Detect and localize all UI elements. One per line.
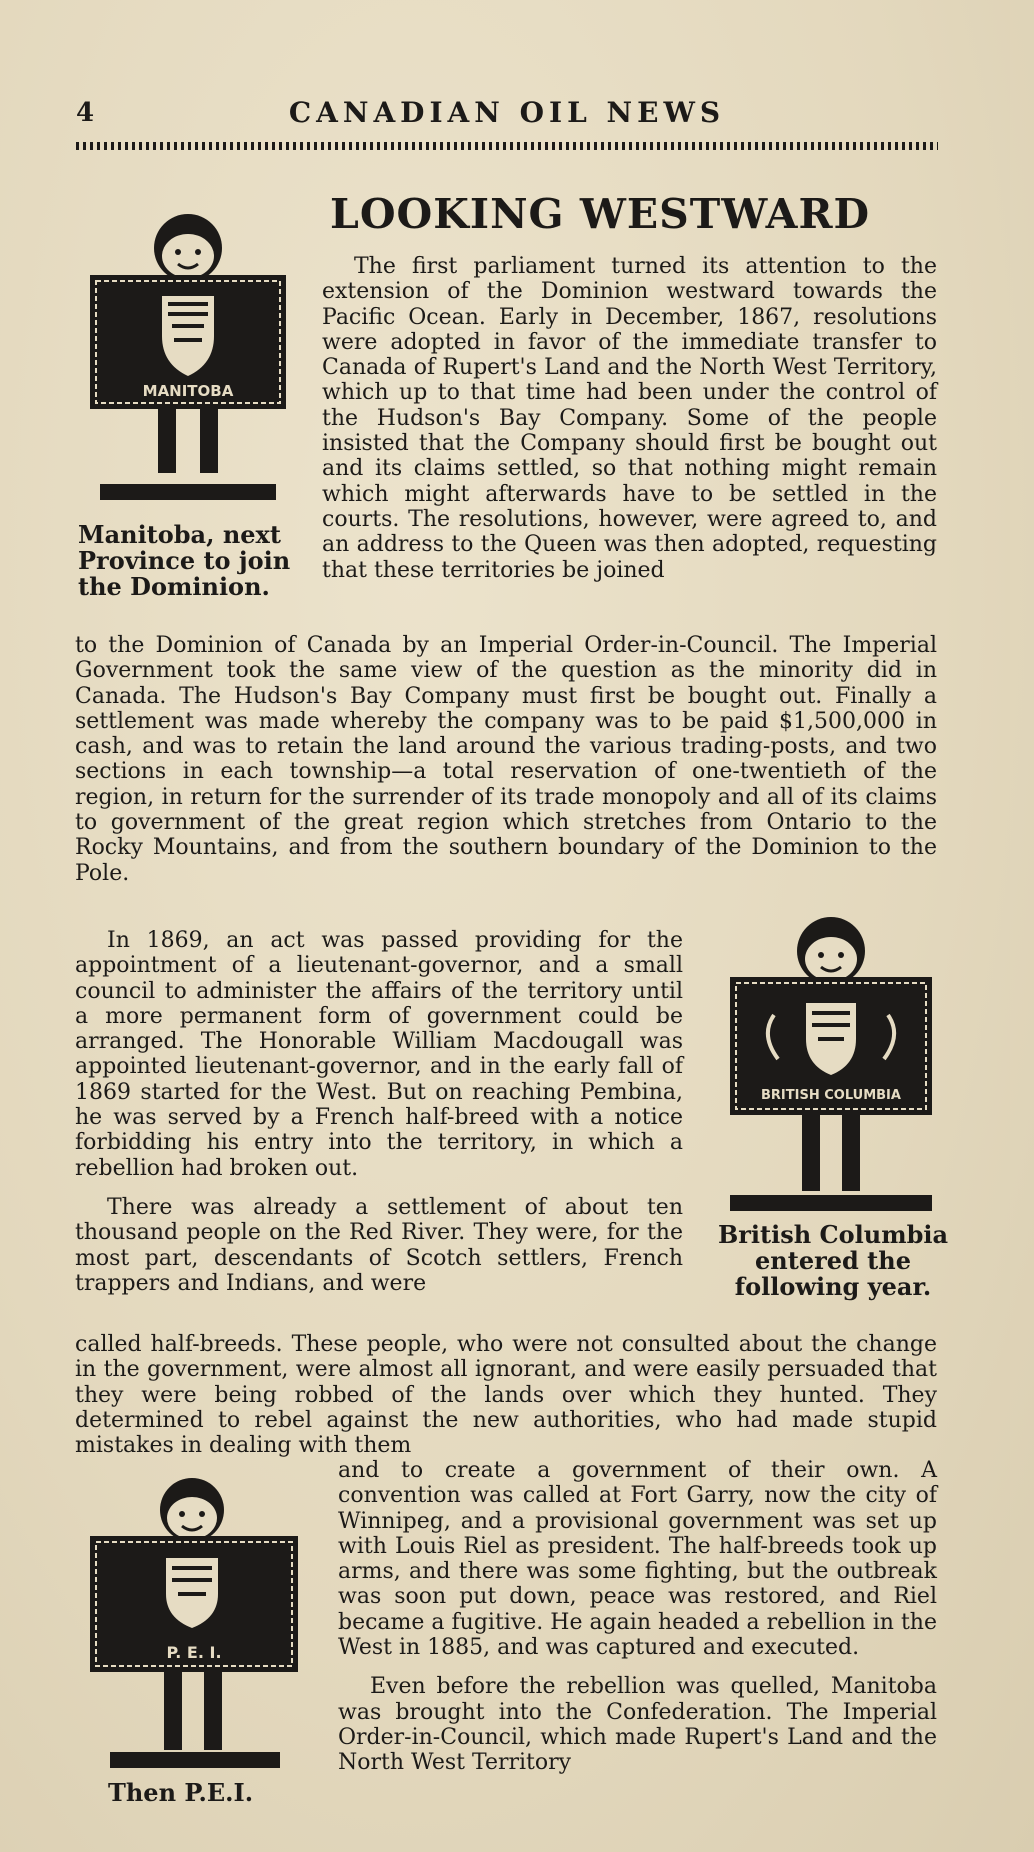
publication-title: CANADIAN OIL NEWS xyxy=(288,96,726,129)
figure-label: P. E. I. xyxy=(166,1643,222,1662)
article-text-block-3: In 1869, an act was passed providing for the appointment of a lieutenant-governor, and a small council to administer the affairs of the territory until a more permanent form of government could be arranged. The Honorable William Macdougall was appointed lieutenant-governor, and in the early fall of 1869 started for the West. But on reaching Pembina, he was served by a French half-breed with a notice forbidding his entry into the territory, in which a rebellion had broken out. There was already a settlement of about ten thousand people on the Red River. They were, for the most part, descendants of Scotch settlers, French trappers and Indians, and were xyxy=(75,928,683,1296)
pei-crest-icon xyxy=(84,1466,304,1772)
article-text-block-6: and to create a government of their own. A convention was called at Fort Garry, now the city of Winnipeg, and a provisional government was set up with Louis Riel as president. The half-breeds took up arms, and there was some fighting, but the outbreak was soon put down, peace was restored, and Riel became a fugitive. He again headed a rebellion in the West in 1885, and was captured and executed. Even before the rebellion was quelled, Manitoba was brought into the Confederation. The Imperial Order-in-Council, which made Rupert's Land and the North West Territory xyxy=(338,1458,937,1776)
figure-caption-british-columbia: British Columbia entered the following year. xyxy=(717,1220,949,1301)
manitoba-crest-icon xyxy=(78,200,300,505)
figure-caption-pei: Then P.E.I. xyxy=(108,1778,254,1807)
article-text-block-2: to the Dominion of Canada by an Imperial Order-in-Council. The Imperial Government took the same view of the question as the minority did in Canada. The Hudson's Bay Company must first be bought out. Finally a settlement was made whereby the company was to be paid $1,500,000 in cash, and was to retain the land around the various trading-posts, and two sections in each township—a total reservation of one-twentieth of the region, in return for the surrender of its trade monopoly and all of its claims to government of the great region which stretches from Ontario to the Rocky Mountains, and from the southern boundary of the Dominion to the Pole. xyxy=(75,633,937,886)
page-header xyxy=(76,96,938,132)
british-columbia-crest-icon xyxy=(726,905,936,1215)
figure-caption-manitoba: Manitoba, next Province to join the Dominion. xyxy=(78,520,291,601)
article-headline: LOOKING WESTWARD xyxy=(330,190,871,238)
header-rule xyxy=(76,142,938,150)
article-text-block-5: called half-breeds. These people, who were not consulted about the change in the government, were almost all ignorant, and were easily persuaded that they were being robbed of the lands over which they hunted. They determined to rebel against the new authorities, who had made stupid mistakes in dealing with them xyxy=(75,1332,937,1459)
figure-label: BRITISH COLUMBIA xyxy=(761,1088,901,1103)
article-text-block-1: The first parliament turned its attention to the extension of the Dominion westward towards the Pacific Ocean. Early in December, 1867, resolutions were adopted in favor of the immediate transfer to Canada of Rupert's Land and the North West Territory, which up to that time had been under the control of the Hudson's Bay Company. Some of the people insisted that the Company should first be bought out and its claims settled, so that nothing might remain which might afterwards have to be settled in the courts. The resolutions, however, were agreed to, and an address to the Queen was then adopted, requesting that these territories be joined xyxy=(322,254,937,583)
page-number: 4 xyxy=(76,98,95,128)
figure-label: MANITOBA xyxy=(142,382,234,400)
